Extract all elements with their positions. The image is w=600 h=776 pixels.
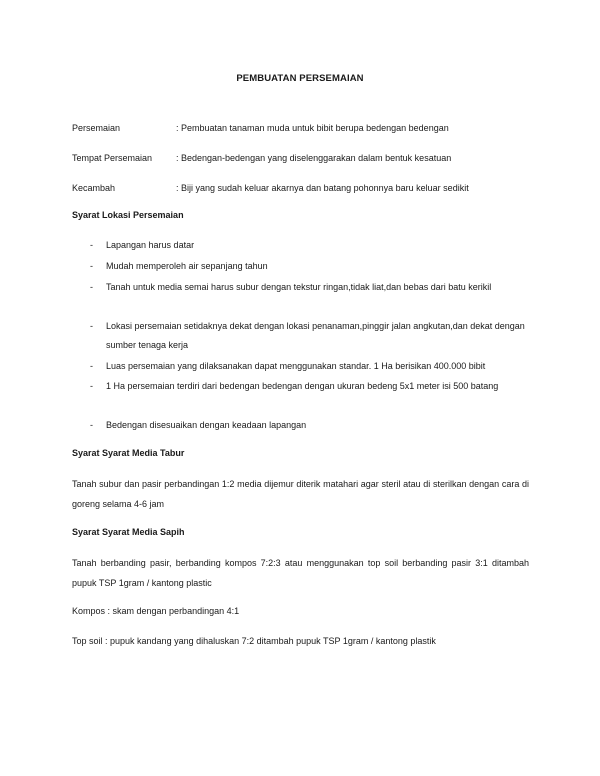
list-item-text: 1 Ha persemaian terdiri dari bedengan bedengan dengan ukuran bedeng 5x1 meter isi 500 batang	[106, 381, 499, 391]
list-item-text: Luas persemaian yang dilaksanakan dapat menggunakan standar. 1 Ha berisikan 400.000 bibit	[106, 361, 486, 371]
section-heading-tabur: Syarat Syarat Media Tabur	[72, 448, 185, 458]
list-item	[90, 357, 530, 376]
definition-kecambah	[72, 183, 469, 193]
list-item-text: Tanah untuk media semai harus subur dengan tekstur ringan,tidak liat,dan bebas dari batu kerikil	[106, 282, 492, 292]
list-item	[90, 317, 530, 355]
definition-text: : Bedengan-bedengan yang diselenggarakan dalam bentuk kesatuan	[176, 153, 452, 163]
bullet-dash: -	[90, 361, 93, 371]
bullet-dash: -	[90, 420, 93, 430]
section-heading-sapih: Syarat Syarat Media Sapih	[72, 527, 185, 537]
list-item	[90, 257, 530, 276]
definition-persemaian	[72, 123, 449, 133]
list-item	[90, 236, 530, 255]
definition-text: : Pembuatan tanaman muda untuk bibit berupa bedengan bedengan	[176, 123, 449, 133]
bullet-dash: -	[90, 240, 93, 250]
list-item-text: Bedengan disesuaikan dengan keadaan lapangan	[106, 420, 307, 430]
bullet-dash: -	[90, 321, 93, 331]
definition-term: Persemaian	[72, 123, 121, 133]
section-heading-lokasi: Syarat Lokasi Persemaian	[72, 210, 184, 220]
paragraph-tabur: Tanah subur dan pasir perbandingan 1:2 media dijemur diterik matahari agar steril atau di sterilkan dengan cara di goreng selama 4-6 jam	[72, 479, 529, 509]
paragraph-topsoil: Top soil : pupuk kandang yang dihaluskan 7:2 ditambah pupuk TSP 1gram / kantong plastik	[72, 636, 436, 646]
page-title: PEMBUATAN PERSEMAIAN	[236, 73, 364, 84]
definition-tempat-persemaian	[72, 153, 451, 163]
list-item	[90, 278, 530, 297]
definition-term: Kecambah	[72, 183, 116, 193]
bullet-dash: -	[90, 381, 93, 391]
definition-text: : Biji yang sudah keluar akarnya dan batang pohonnya baru keluar sedikit	[176, 183, 469, 193]
paragraph-sapih: Tanah berbanding pasir, berbanding kompos 7:2:3 atau menggunakan top soil berbanding pasir 3:1 ditambah pupuk TSP 1gram / kantong plastic	[72, 558, 529, 588]
list-item	[90, 377, 530, 396]
bullet-dash: -	[90, 261, 93, 271]
list-item-text: Lokasi persemaian setidaknya dekat dengan lokasi penanaman,pinggir jalan angkutan,dan dekat dengan sumber tenaga kerja	[106, 321, 525, 350]
bullet-dash: -	[90, 282, 93, 292]
list-item-text: Lapangan harus datar	[106, 240, 195, 250]
list-item-text: Mudah memperoleh air sepanjang tahun	[106, 261, 268, 271]
list-item	[90, 416, 530, 435]
paragraph-kompos: Kompos : skam dengan perbandingan 4:1	[72, 606, 240, 616]
definition-term: Tempat Persemaian	[72, 153, 153, 163]
